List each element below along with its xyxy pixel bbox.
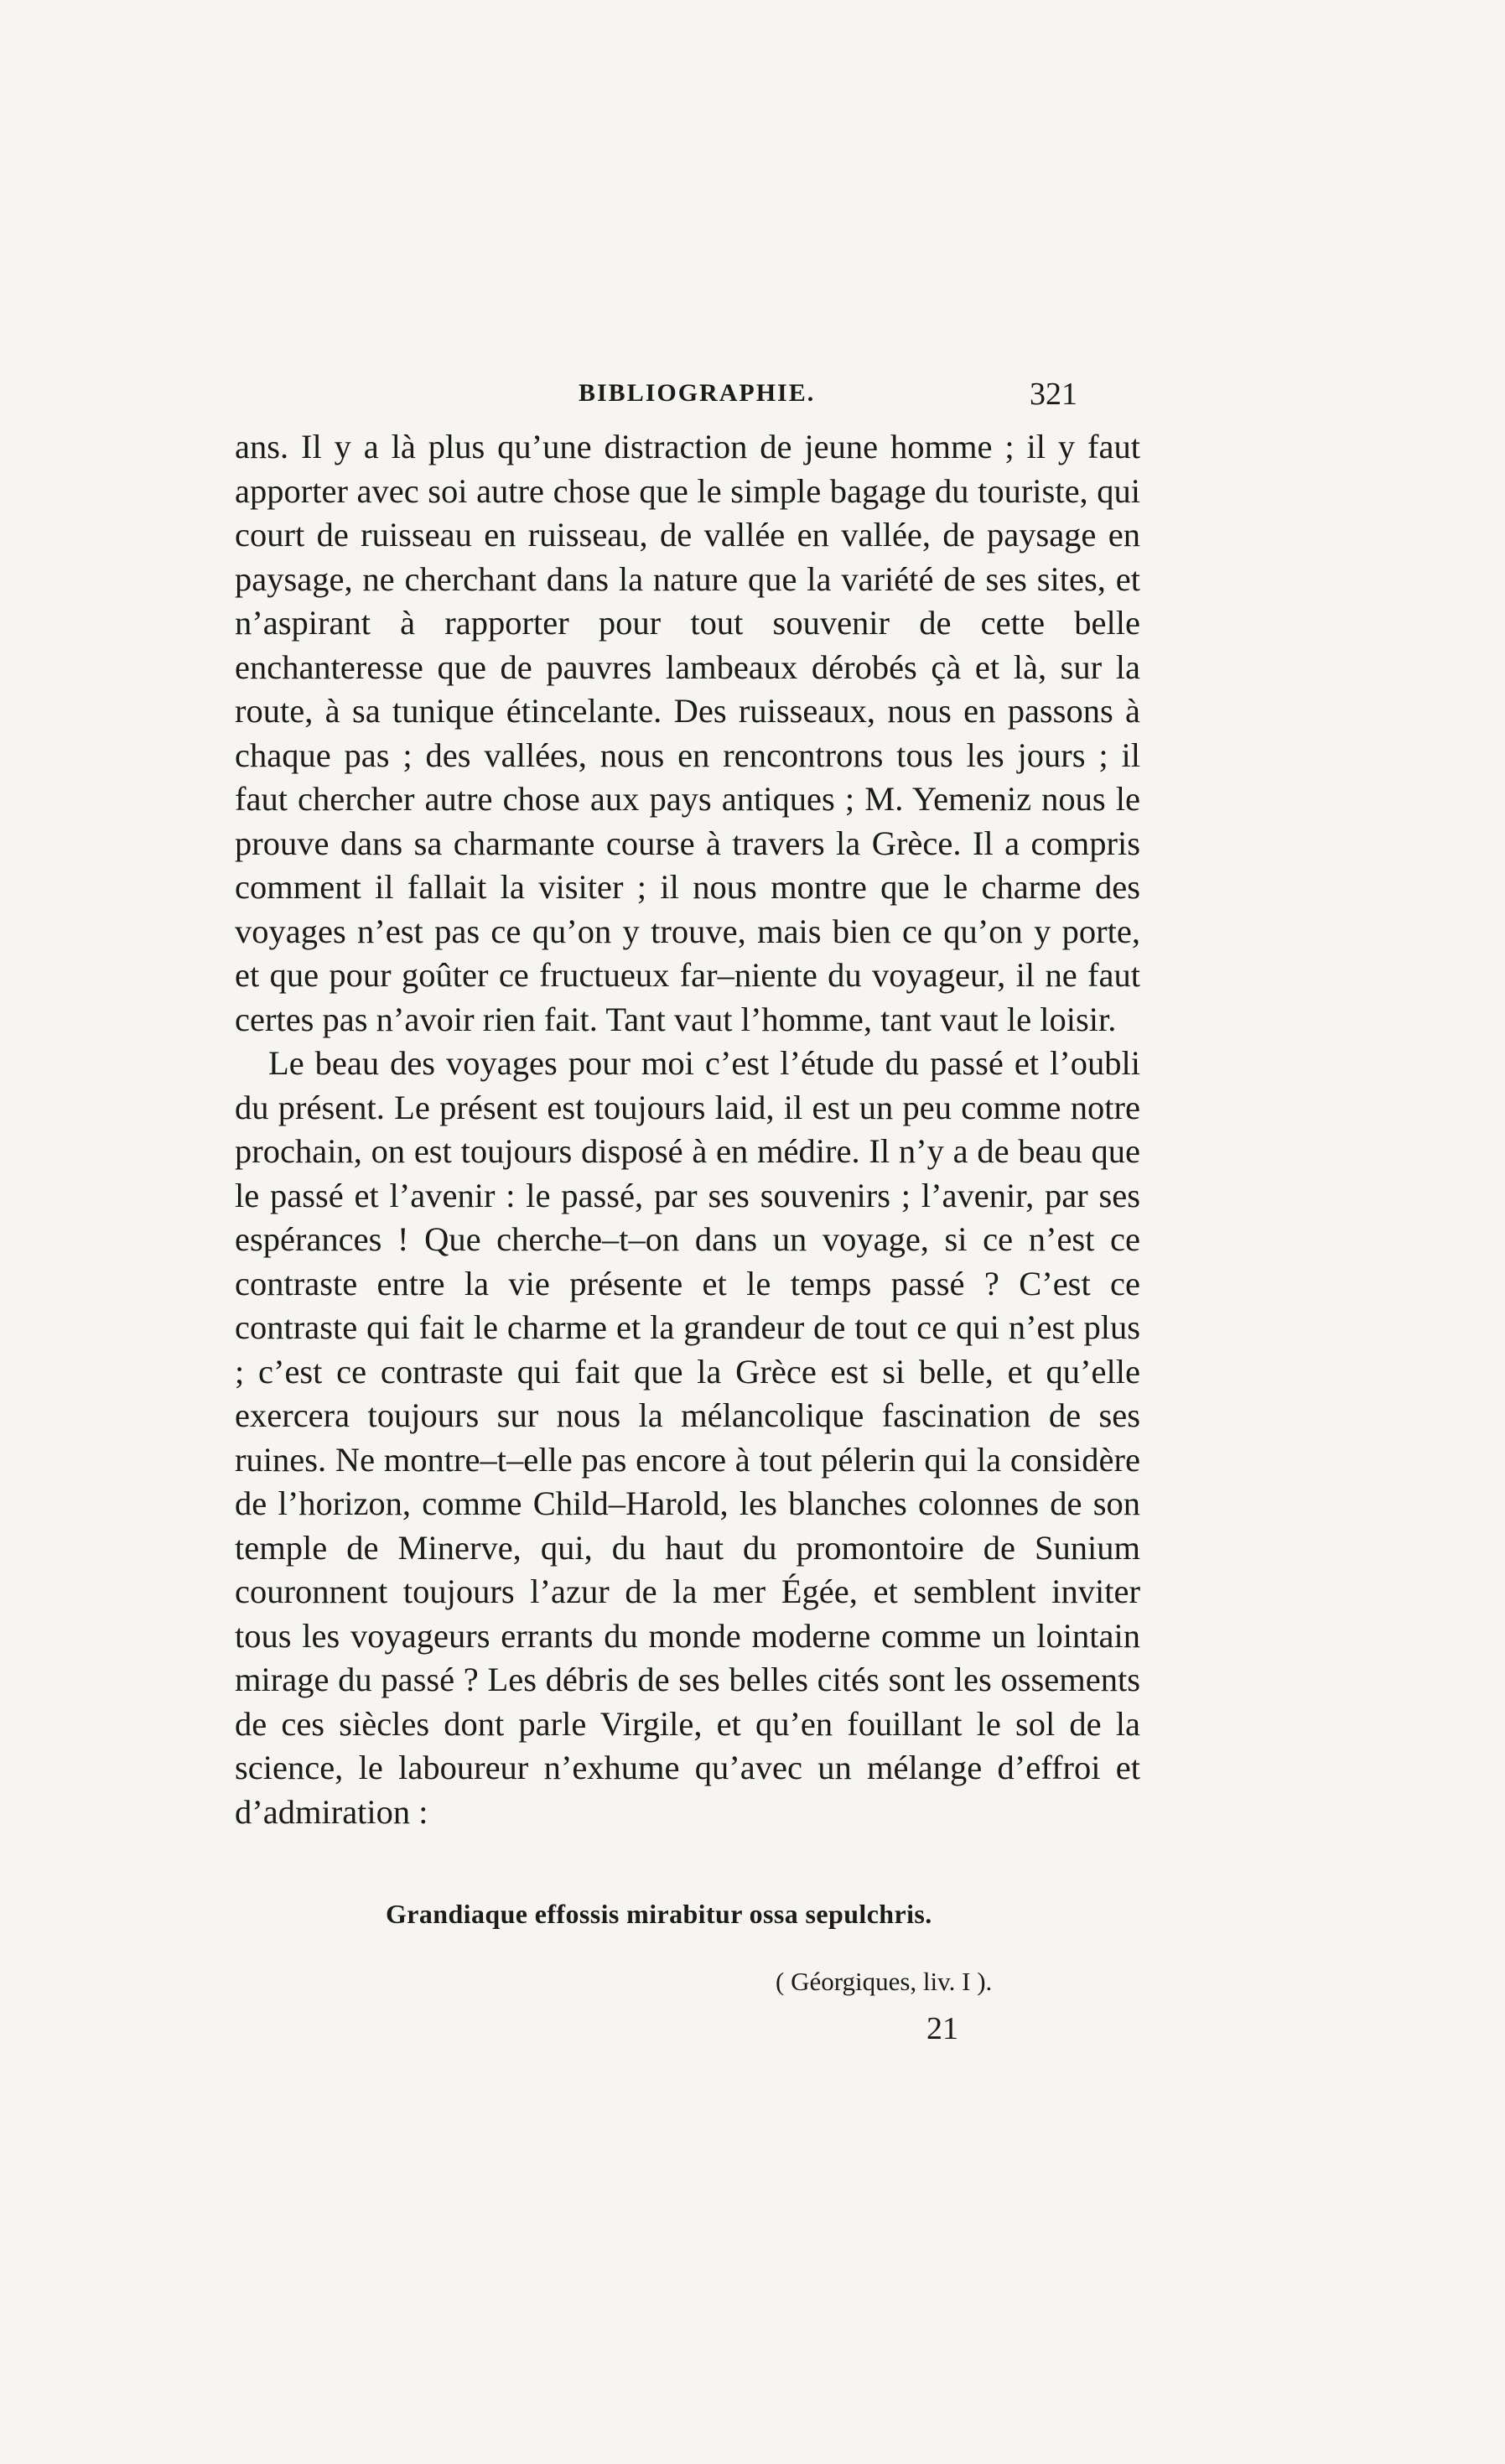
running-title: BIBLIOGRAPHIE.	[579, 379, 816, 407]
body-text	[235, 425, 1140, 1834]
signature-mark: 21	[926, 2011, 958, 2046]
paragraph: Le beau des voyages pour moi c’est l’étude du passé et l’oubli du présent. Le présent est toujours laid, il est un peu comme notre prochain, on est toujours disposé à en médire. Il n’y a de beau que le passé et l’avenir : le passé, par ses souvenirs ; l’avenir, par ses espérances ! Que cherche–t–on dans un voyage, si ce n’est ce contraste entre la vie présente et le temps passé ? C’est ce contraste qui fait le charme et la grandeur de tout ce qui n’est plus ; c’est ce contraste qui fait que la Grèce est si belle, et qu’elle exercera toujours sur nous la mélancolique fascination de ses ruines. Ne montre–t–elle pas encore à tout pélerin qui la considère de l’horizon, comme Child–Harold, les blanches colonnes de son temple de Minerve, qui, du haut du promontoire de Sunium couronnent toujours l’azur de la mer Égée, et semblent inviter tous les voyageurs errants du monde moderne comme un lointain mirage du passé ? Les débris de ses belles cités sont les ossements de ces siècles dont parle Virgile, et qu’en fouillant le sol de la science, le laboureur n’exhume qu’avec un mélange d’effroi et d’admiration :	[235, 1044, 1140, 1831]
latin-quotation: Grandiaque effossis mirabitur ossa sepulchris.	[386, 1899, 932, 1929]
quotation-citation: ( Géorgiques, liv. I ).	[776, 1967, 993, 1996]
paragraph: ans. Il y a là plus qu’une distraction de jeune homme ; il y faut apporter avec soi autre chose que le simple bagage du touriste, qui court de ruisseau en ruisseau, de vallée en vallée, de paysage en paysage, ne cherchant dans la nature que la variété de ses sites, et n’aspirant à rapporter pour tout souvenir de cette belle enchanteresse que de pauvres lambeaux dérobés çà et là, sur la route, à sa tunique étincelante. Des ruisseaux, nous en passons à chaque pas ; des vallées, nous en rencontrons tous les jours ; il faut chercher autre chose aux pays antiques ; M. Yemeniz nous le prouve dans sa charmante course à travers la Grèce. Il a compris comment il fallait la visiter ; il nous montre que le charme des voyages n’est pas ce qu’on y trouve, mais bien ce qu’on y porte, et que pour goûter ce fructueux far–niente du voyageur, il ne faut certes pas n’avoir rien fait. Tant vaut l’homme, tant vaut le loisir.	[235, 428, 1140, 1038]
running-head	[235, 379, 1077, 421]
page-number: 321	[1030, 377, 1077, 412]
